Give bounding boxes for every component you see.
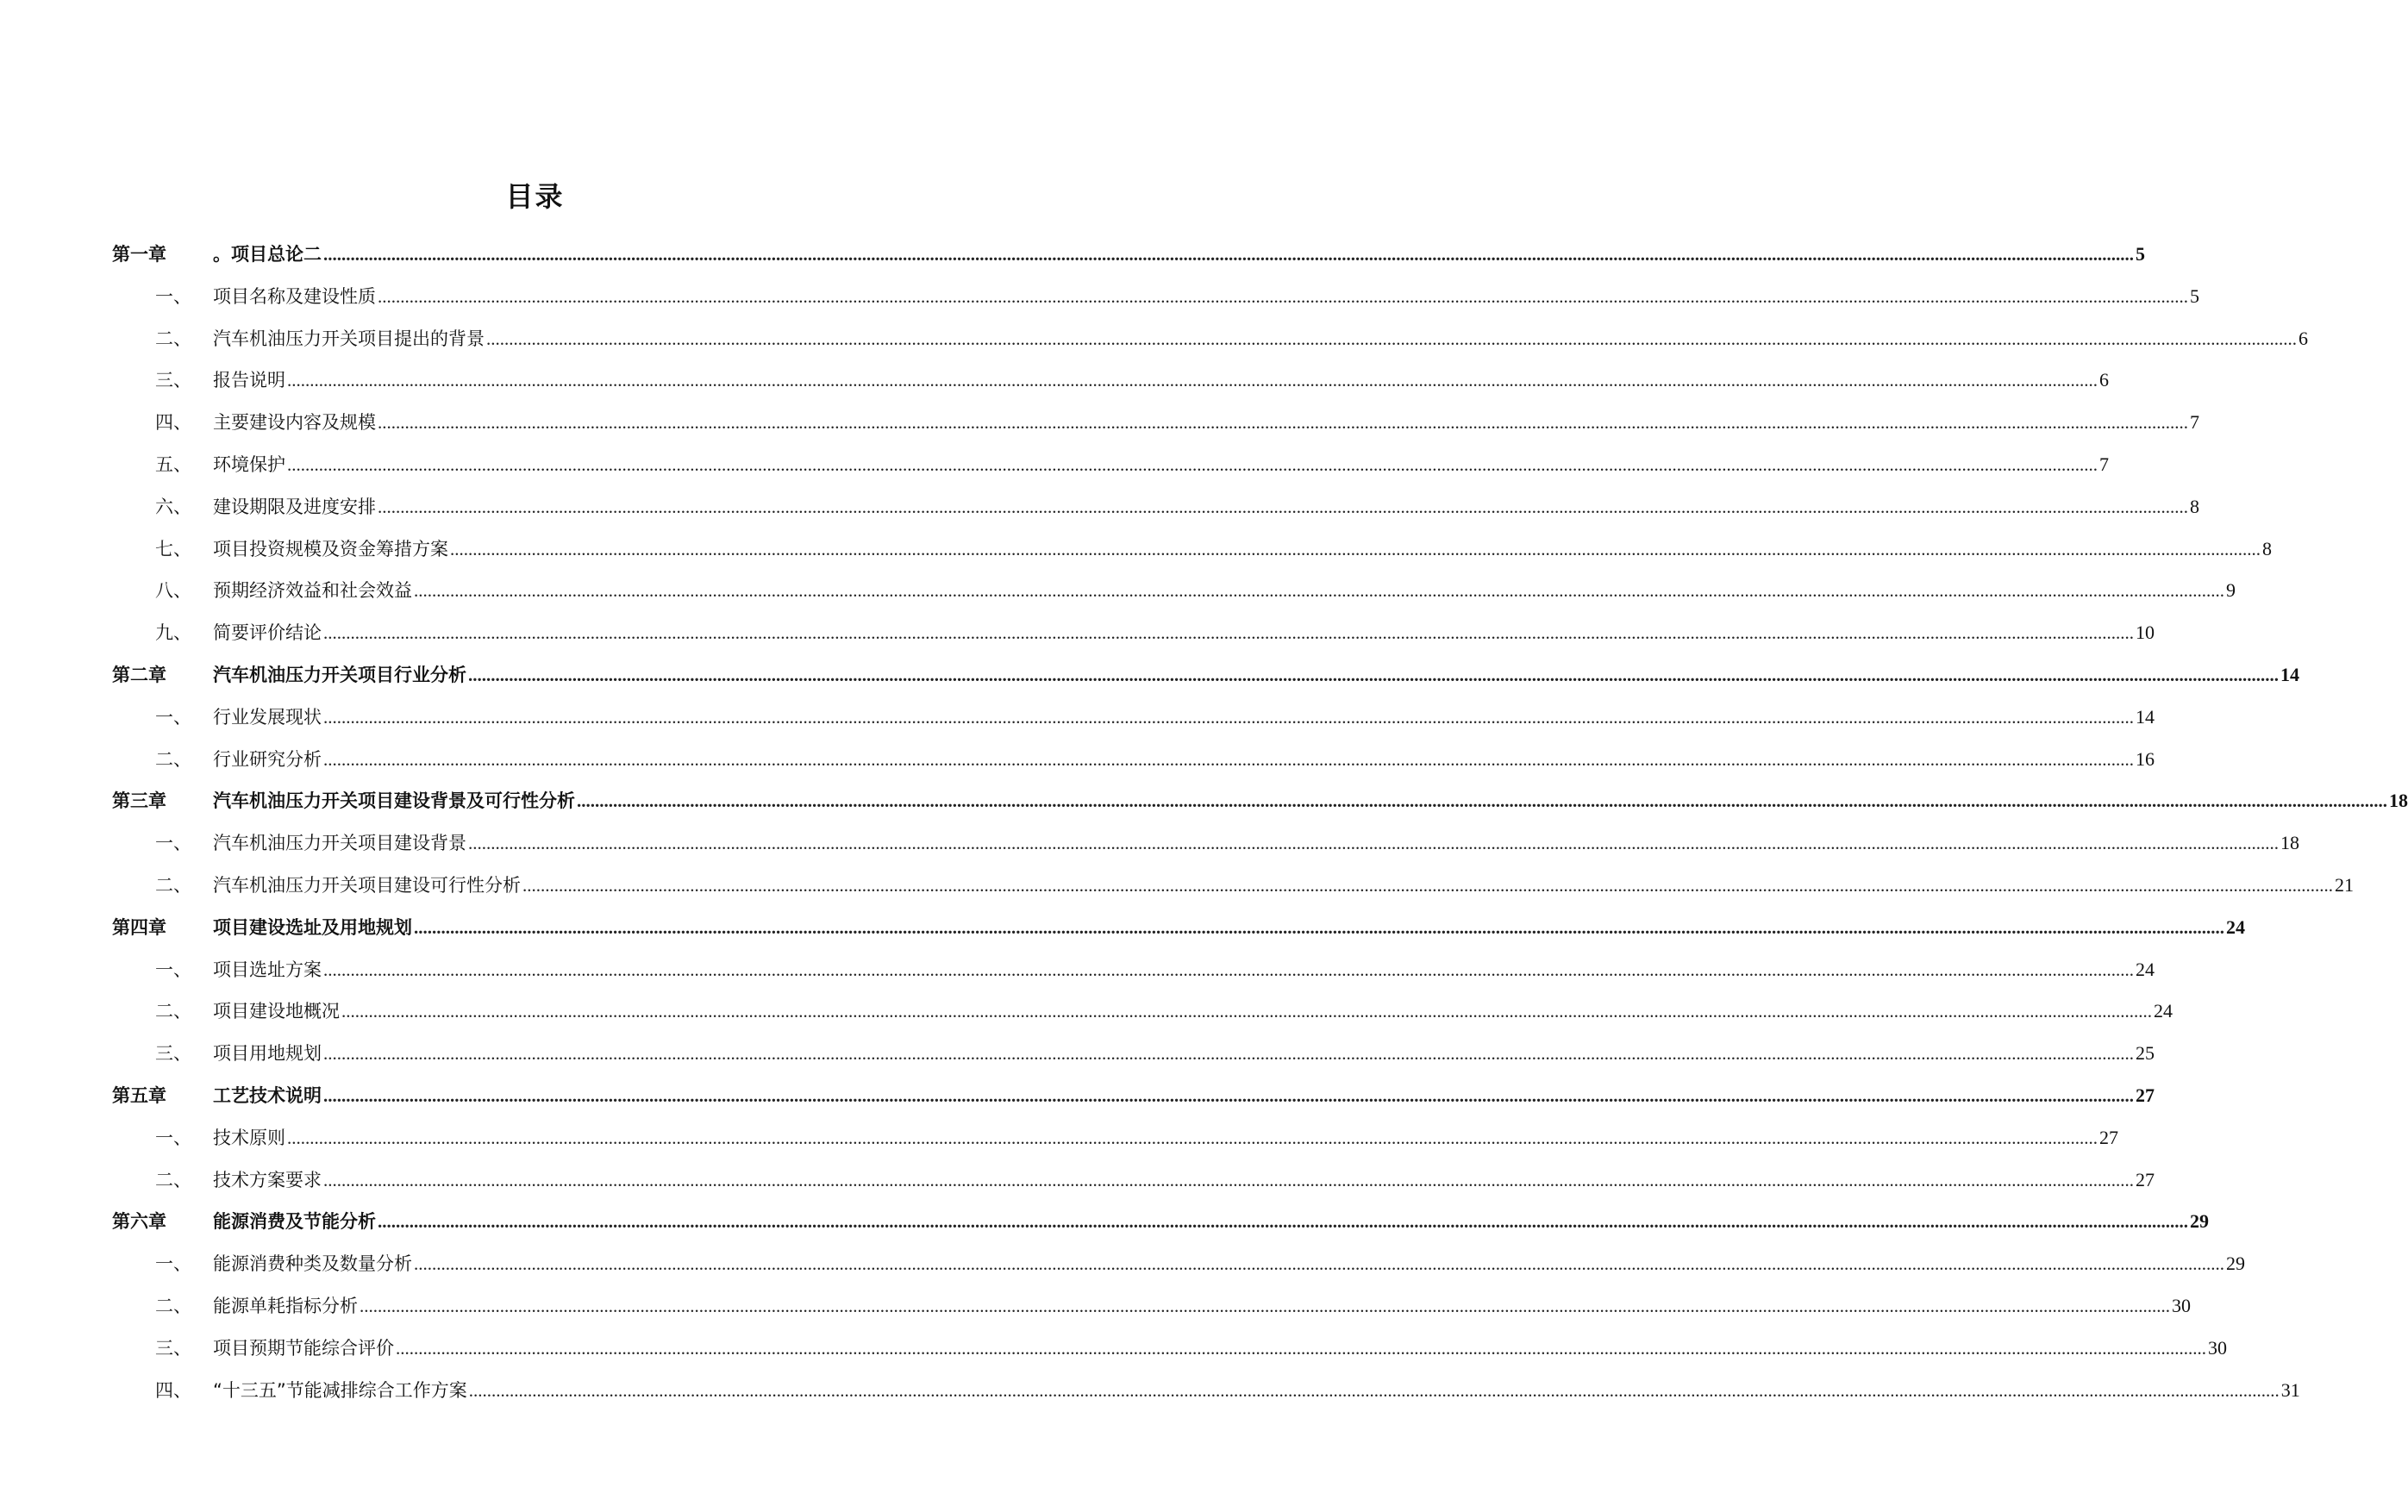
toc-entry-label: 项目选址方案 <box>213 959 322 980</box>
toc-section-entry[interactable] <box>112 619 2155 661</box>
toc-dot-leader: ................................................................................................................................................................................................................................................................................................................................................................................................................ <box>287 453 2098 475</box>
toc-dot-leader: ................................................................................................................................................................................................................................................................................................................................................................................................................ <box>468 1379 2280 1401</box>
toc-section-entry[interactable] <box>112 409 2199 451</box>
toc-section-entry[interactable] <box>112 872 2354 914</box>
toc-chapter-entry[interactable] <box>112 1082 2155 1124</box>
toc-dot-leader: ................................................................................................................................................................................................................................................................................................................................................................................................................ <box>323 959 2134 980</box>
toc-chapter-entry[interactable] <box>112 241 2145 283</box>
toc-entry-label: “十三五”节能减排综合工作方案 <box>213 1379 467 1401</box>
toc-chapter-entry[interactable] <box>112 914 2245 956</box>
toc-entry-label: 项目预期节能综合评价 <box>213 1337 394 1359</box>
toc-entry-number: 八、 <box>155 580 191 602</box>
toc-dot-leader: ................................................................................................................................................................................................................................................................................................................................................................................................................ <box>378 496 2188 517</box>
toc-entry-label: 汽车机油压力开关项目提出的背景 <box>213 328 485 349</box>
toc-section-entry[interactable] <box>112 451 2109 493</box>
toc-entry-page-number: 30 <box>2172 1294 2191 1316</box>
toc-dot-leader: ................................................................................................................................................................................................................................................................................................................................................................................................................ <box>287 1127 2098 1148</box>
toc-section-entry[interactable] <box>112 1124 2118 1166</box>
toc-entry-label: 工艺技术说明 <box>213 1084 322 1106</box>
toc-section-entry[interactable] <box>112 997 2173 1040</box>
toc-entry-number: 四、 <box>155 1379 191 1401</box>
toc-dot-leader: ................................................................................................................................................................................................................................................................................................................................................................................................................ <box>323 244 2134 265</box>
toc-entry-number: 一、 <box>155 285 191 307</box>
toc-entry-page-number: 30 <box>2208 1336 2227 1359</box>
toc-dot-leader: ................................................................................................................................................................................................................................................................................................................................................................................................................ <box>378 285 2188 307</box>
toc-section-entry[interactable] <box>112 829 2299 872</box>
toc-entry-label: 建设期限及进度安排 <box>213 496 376 517</box>
toc-entry-number: 七、 <box>155 538 191 559</box>
toc-entry-number: 四、 <box>155 412 191 434</box>
toc-entry-label: 行业研究分析 <box>213 748 322 770</box>
toc-entry-number: 一、 <box>155 706 191 728</box>
toc-chapter-entry[interactable] <box>112 1208 2209 1250</box>
toc-dot-leader: ................................................................................................................................................................................................................................................................................................................................................................................................................ <box>378 412 2188 434</box>
toc-entry-page-number: 8 <box>2262 537 2272 559</box>
toc-dot-leader: ................................................................................................................................................................................................................................................................................................................................................................................................................ <box>341 1001 2152 1022</box>
toc-section-entry[interactable] <box>112 535 2272 578</box>
toc-section-entry[interactable] <box>112 703 2155 746</box>
toc-entry-page-number: 27 <box>2136 1084 2155 1106</box>
toc-entry-page-number: 18 <box>2389 790 2408 812</box>
toc-section-entry[interactable] <box>112 325 2308 367</box>
toc-entry-label: 简要评价结论 <box>213 622 322 644</box>
toc-entry-label: 汽车机油压力开关项目行业分析 <box>213 664 466 685</box>
toc-entry-label: 技术方案要求 <box>213 1169 322 1190</box>
toc-entry-page-number: 25 <box>2136 1042 2155 1065</box>
toc-section-entry[interactable] <box>112 1040 2155 1082</box>
toc-entry-label: 能源消费种类及数量分析 <box>213 1253 412 1275</box>
toc-entry-page-number: 31 <box>2280 1378 2300 1401</box>
toc-entry-page-number: 24 <box>2136 958 2155 980</box>
toc-entry-number: 六、 <box>155 496 191 517</box>
toc-dot-leader: ................................................................................................................................................................................................................................................................................................................................................................................................................ <box>287 370 2098 391</box>
toc-dot-leader: ................................................................................................................................................................................................................................................................................................................................................................................................................ <box>323 1043 2134 1065</box>
toc-entry-page-number: 10 <box>2136 622 2155 644</box>
toc-entry-page-number: 24 <box>2226 915 2245 938</box>
toc-entry-number: 三、 <box>155 1043 191 1065</box>
toc-entry-number: 五、 <box>155 453 191 475</box>
toc-entry-number: 二、 <box>155 1169 191 1190</box>
toc-entry-label: 汽车机油压力开关项目建设背景及可行性分析 <box>213 790 575 812</box>
toc-dot-leader: ................................................................................................................................................................................................................................................................................................................................................................................................................ <box>323 1084 2134 1106</box>
toc-section-entry[interactable] <box>112 1166 2155 1209</box>
toc-entry-page-number: 8 <box>2190 495 2199 517</box>
toc-dot-leader: ................................................................................................................................................................................................................................................................................................................................................................................................................ <box>414 916 2224 938</box>
toc-section-entry[interactable] <box>112 283 2199 325</box>
toc-dot-leader: ................................................................................................................................................................................................................................................................................................................................................................................................................ <box>323 748 2134 770</box>
toc-entry-label: 技术原则 <box>213 1127 285 1148</box>
toc-section-entry[interactable] <box>112 746 2155 788</box>
toc-entry-number: 第六章 <box>112 1211 166 1233</box>
toc-entry-label: 项目建设地概况 <box>213 1001 340 1022</box>
toc-section-entry[interactable] <box>112 1250 2245 1292</box>
toc-dot-leader: ................................................................................................................................................................................................................................................................................................................................................................................................................ <box>450 538 2261 559</box>
toc-entry-label: 能源消费及节能分析 <box>213 1211 376 1233</box>
toc-dot-leader: ................................................................................................................................................................................................................................................................................................................................................................................................................ <box>378 1211 2188 1233</box>
toc-entry-number: 二、 <box>155 1295 191 1316</box>
toc-entry-label: 。项目总论二 <box>213 244 322 265</box>
toc-entry-number: 一、 <box>155 833 191 854</box>
toc-entry-label: 汽车机油压力开关项目建设可行性分析 <box>213 874 521 896</box>
toc-entry-label: 报告说明 <box>213 370 285 391</box>
toc-section-entry[interactable] <box>112 366 2109 409</box>
toc-entry-page-number: 16 <box>2136 747 2155 770</box>
toc-entry-page-number: 24 <box>2154 1000 2173 1022</box>
toc-entry-number: 一、 <box>155 1127 191 1148</box>
toc-entry-page-number: 7 <box>2099 453 2109 475</box>
toc-entry-number: 二、 <box>155 748 191 770</box>
toc-dot-leader: ................................................................................................................................................................................................................................................................................................................................................................................................................ <box>323 622 2134 644</box>
toc-entry-label: 汽车机油压力开关项目建设背景 <box>213 833 466 854</box>
toc-dot-leader: ................................................................................................................................................................................................................................................................................................................................................................................................................ <box>414 1253 2224 1275</box>
toc-entry-number: 二、 <box>155 1001 191 1022</box>
toc-entry-label: 项目建设选址及用地规划 <box>213 916 412 938</box>
toc-entry-page-number: 5 <box>2136 243 2145 265</box>
toc-entry-number: 第二章 <box>112 664 166 685</box>
toc-entry-number: 一、 <box>155 959 191 980</box>
toc-dot-leader: ................................................................................................................................................................................................................................................................................................................................................................................................................ <box>522 874 2333 896</box>
toc-entry-label: 项目投资规模及资金筹措方案 <box>213 538 448 559</box>
toc-entry-number: 九、 <box>155 622 191 644</box>
toc-entry-page-number: 27 <box>2136 1168 2155 1190</box>
toc-dot-leader: ................................................................................................................................................................................................................................................................................................................................................................................................................ <box>360 1295 2170 1316</box>
toc-entry-page-number: 9 <box>2226 579 2236 602</box>
toc-title: 目录 <box>505 180 565 213</box>
toc-entry-page-number: 7 <box>2190 411 2199 434</box>
toc-entry-page-number: 5 <box>2190 284 2199 307</box>
toc-entry-number: 二、 <box>155 328 191 349</box>
toc-section-entry[interactable] <box>112 956 2155 998</box>
toc-entry-number: 第五章 <box>112 1084 166 1106</box>
toc-entry-number: 三、 <box>155 1337 191 1359</box>
toc-entry-number: 第一章 <box>112 244 166 265</box>
toc-chapter-entry[interactable] <box>112 661 2299 703</box>
toc-dot-leader: ................................................................................................................................................................................................................................................................................................................................................................................................................ <box>414 580 2224 602</box>
toc-entry-label: 主要建设内容及规模 <box>213 412 376 434</box>
toc-entry-label: 项目名称及建设性质 <box>213 285 376 307</box>
toc-dot-leader: ................................................................................................................................................................................................................................................................................................................................................................................................................ <box>577 790 2387 812</box>
toc-dot-leader: ................................................................................................................................................................................................................................................................................................................................................................................................................ <box>323 706 2134 728</box>
toc-section-entry[interactable] <box>112 493 2199 535</box>
toc-entry-page-number: 14 <box>2280 663 2299 685</box>
toc-entry-label: 环境保护 <box>213 453 285 475</box>
toc-entry-page-number: 29 <box>2190 1210 2209 1233</box>
toc-dot-leader: ................................................................................................................................................................................................................................................................................................................................................................................................................ <box>323 1169 2134 1190</box>
toc-entry-page-number: 6 <box>2299 327 2308 349</box>
toc-section-entry[interactable] <box>112 1334 2227 1377</box>
toc-list <box>112 241 2408 1418</box>
toc-dot-leader: ................................................................................................................................................................................................................................................................................................................................................................................................................ <box>468 664 2279 685</box>
toc-section-entry[interactable] <box>112 577 2236 619</box>
toc-entry-label: 行业发展现状 <box>213 706 322 728</box>
toc-entry-label: 预期经济效益和社会效益 <box>213 580 412 602</box>
toc-entry-number: 第三章 <box>112 790 166 812</box>
toc-entry-label: 能源单耗指标分析 <box>213 1295 358 1316</box>
toc-dot-leader: ................................................................................................................................................................................................................................................................................................................................................................................................................ <box>468 833 2279 854</box>
toc-dot-leader: ................................................................................................................................................................................................................................................................................................................................................................................................................ <box>396 1337 2206 1359</box>
toc-section-entry[interactable] <box>112 1377 2300 1419</box>
toc-dot-leader: ................................................................................................................................................................................................................................................................................................................................................................................................................ <box>486 328 2297 349</box>
toc-entry-page-number: 6 <box>2099 369 2109 391</box>
toc-entry-page-number: 18 <box>2280 832 2299 854</box>
toc-entry-number: 二、 <box>155 874 191 896</box>
toc-entry-label: 项目用地规划 <box>213 1043 322 1065</box>
toc-entry-number: 一、 <box>155 1253 191 1275</box>
toc-entry-page-number: 27 <box>2099 1126 2118 1148</box>
toc-entry-page-number: 29 <box>2226 1253 2245 1275</box>
toc-section-entry[interactable] <box>112 1292 2191 1334</box>
toc-entry-page-number: 14 <box>2136 705 2155 728</box>
toc-entry-number: 第四章 <box>112 916 166 938</box>
toc-entry-page-number: 21 <box>2335 873 2354 896</box>
toc-chapter-entry[interactable] <box>112 787 2408 829</box>
toc-entry-number: 三、 <box>155 370 191 391</box>
